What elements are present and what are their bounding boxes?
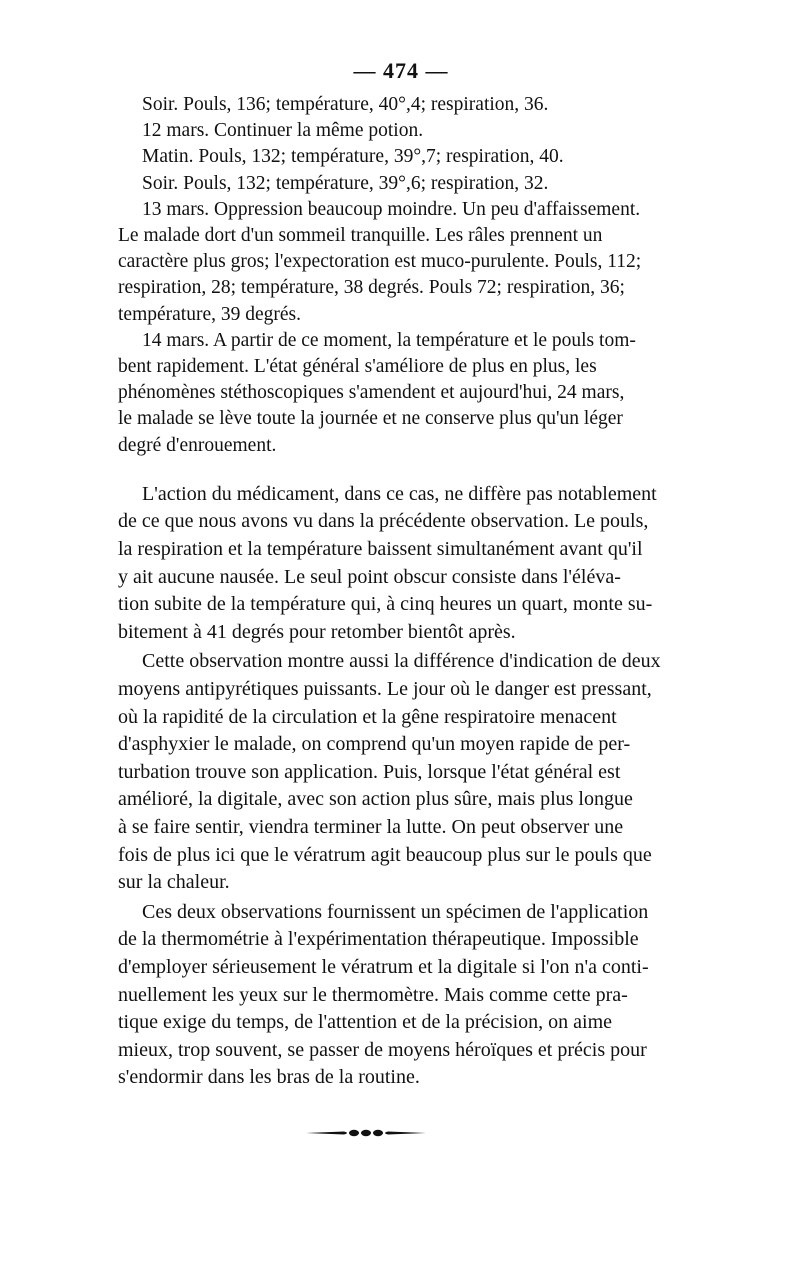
clinical-notes-paragraph <box>118 92 674 459</box>
text-line: phénomènes stéthoscopiques s'amendent et aujourd'hui, 24 mars, <box>118 382 625 404</box>
text-line: d'asphyxier le malade, on comprend qu'un moyen rapide de per- <box>118 733 631 756</box>
text-line: d'employer sérieusement le vératrum et la digitale si l'on n'a conti- <box>118 955 649 978</box>
text-line: caractère plus gros; l'expectoration est muco-purulente. Pouls, 112; <box>118 251 642 273</box>
text-line: L'action du médicament, dans ce cas, ne diffère pas notablement <box>142 482 657 505</box>
text-line: moyens antipyrétiques puissants. Le jour où le danger est pressant, <box>118 678 652 700</box>
text-line: bitement à 41 degrés pour retomber bientôt après. <box>118 620 516 643</box>
text-line: degré d'enrouement. <box>118 434 277 456</box>
text-line: mieux, trop souvent, se passer de moyens héroïques et précis pour <box>118 1038 647 1061</box>
ornament-icon <box>306 1128 426 1138</box>
text-line: 12 mars. Continuer la même potion. <box>142 120 424 142</box>
text-line: bent rapidement. L'état général s'améliore de plus en plus, les <box>118 356 597 378</box>
text-line: de ce que nous avons vu dans la précédente observation. Le pouls, <box>118 510 649 533</box>
text-line: 13 mars. Oppression beaucoup moindre. Un peu d'affaissement. <box>142 198 641 220</box>
text-line: nuellement les yeux sur le thermomètre. Mais comme cette pra- <box>118 983 628 1006</box>
text-line: Soir. Pouls, 132; température, 39°,6; respiration, 32. <box>142 172 549 194</box>
text-line: 14 mars. A partir de ce moment, la température et le pouls tom- <box>142 329 636 351</box>
text-line: à se faire sentir, viendra terminer la lutte. On peut observer une <box>118 815 624 838</box>
end-ornament-divider <box>306 1128 426 1138</box>
text-line: s'endormir dans les bras de la routine. <box>118 1066 420 1089</box>
text-line: respiration, 28; température, 38 degrés. Pouls 72; respiration, 36; <box>118 277 625 299</box>
text-line: où la rapidité de la circulation et la gêne respiratoire menacent <box>118 705 617 728</box>
book-page <box>118 58 674 1138</box>
text-line: Cette observation montre aussi la différence d'indication de deux <box>142 650 661 673</box>
page-number: — 474 — <box>353 58 449 83</box>
text-line: température, 39 degrés. <box>118 303 302 325</box>
text-line: amélioré, la digitale, avec son action plus sûre, mais plus longue <box>118 788 633 811</box>
text-line: y ait aucune nausée. Le seul point obscur consiste dans l'éléva- <box>118 565 621 588</box>
text-line: Matin. Pouls, 132; température, 39°,7; respiration, 40. <box>142 146 564 168</box>
text-line: sur la chaleur. <box>118 871 230 894</box>
conclusion-paragraph <box>118 899 674 1092</box>
text-line: Le malade dort d'un sommeil tranquille. Les râles prennent un <box>118 225 603 247</box>
commentary-paragraph <box>118 648 674 896</box>
text-line: le malade se lève toute la journée et ne conserve plus qu'un léger <box>118 408 623 430</box>
text-line: fois de plus ici que le vératrum agit beaucoup plus sur le pouls que <box>118 843 652 866</box>
text-line: Ces deux observations fournissent un spécimen de l'application <box>142 900 649 923</box>
text-line: tique exige du temps, de l'attention et de la précision, on aime <box>118 1011 613 1034</box>
text-line: Soir. Pouls, 136; température, 40°,4; respiration, 36. <box>142 94 549 115</box>
commentary-paragraph <box>118 481 674 647</box>
text-line: la respiration et la température baissent simultanément avant qu'il <box>118 538 643 561</box>
text-line: tion subite de la température qui, à cinq heures un quart, monte su- <box>118 593 653 616</box>
text-line: turbation trouve son application. Puis, lorsque l'état général est <box>118 760 621 783</box>
text-line: de la thermométrie à l'expérimentation thérapeutique. Impossible <box>118 928 639 951</box>
